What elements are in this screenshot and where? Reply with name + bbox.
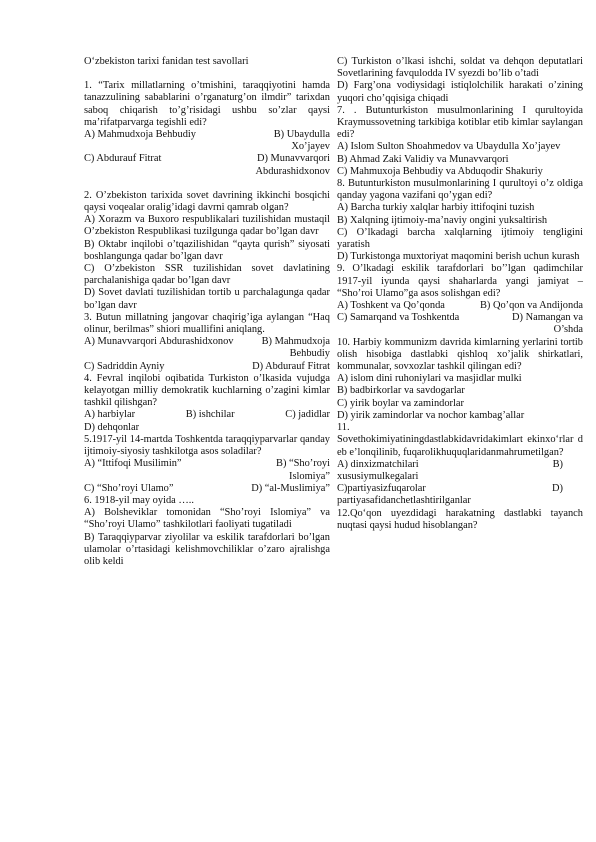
answer-option: A) “Ittifoqi Musilimin” [84,458,182,470]
answer-option: B) [552,458,563,470]
answer-option: C) yirik boylar va zamindorlar [337,397,464,409]
answer-option: A) Munavvarqori Abdurashidxonov [84,336,234,348]
answer-row [84,336,330,360]
question-10: 10. Harbiy kommunizm davrida kimlarning yerlarini tortib olish hisobiga dastlabki qishloq xo’jalik shirkatlari, kommunalar, sovxozlar tashkil qilingan edi? [337,336,583,373]
answer-option: B) Oktabr inqilobi o’tqazilishidan “qayta qurish” siyosati boshlangunga qadar bo’lgan davr [84,238,330,262]
answer-option: D) Namangan va O’shda [512,312,583,336]
answer-row [337,312,583,336]
answer-option: D) Turkistonga muxtoriyat maqomini berish uchun kurash [337,251,580,263]
answer-option: A) Xorazm va Buxoro respublikalari tuzilishidan mustaqil O’zbekiston Respublikasi tuzilgunga qadar bo’lgan davr [84,214,330,238]
question-7: 7. . Butunturkiston musulmonlarining I qurultoyida Kraymussovetning tarkibiga kotiblar etib kimlar saylangan edi? [337,104,583,141]
answer-row [84,361,330,373]
answer-option: B) “Sho’royi Islomiya” [276,458,330,482]
answer-row [337,459,583,471]
answer-option: B) Qo’qon va Andijonda [479,300,583,312]
answer-row [84,153,330,177]
answer-option: partiyasafidanchetlashtirilganlar [337,495,471,507]
question-2: 2. O’zbekiston tarixida sovet davrining ikkinchi bosqichi qaysi voqealar oralig’idagi davrni qamrab olgan? [84,189,330,214]
answer-option: A) Islom Sulton Shoahmedov va Ubaydulla Xo’jayev [337,141,561,153]
question-12: 12.Qo‘qon uyezdidagi harakatning dastlabki tayanch nuqtasi qaysi hudud hisoblangan? [337,507,583,531]
document-title: O‘zbekiston tarixi fanidan test savollari [84,56,249,67]
answer-option: B) Xalqning ijtimoiy-ma’naviy ongini yuksaltirish [337,214,548,226]
answer-option: D) [552,483,563,495]
answer-option: A) islom dini ruhoniylari va masjidlar mulki [337,373,522,385]
answer-option: D) Munavvarqori Abdurashidxonov [255,153,330,177]
question-4: 4. Fevral inqilobi oqibatida Turkiston o’lkasida vujudga kelayotgan milliy demokratik kuchlarning o’zagini kimlar tashkil qilishgan? [84,372,330,409]
answer-option: A) dinxizmatchilari [337,458,419,470]
answer-option: A) Bolsheviklar tomonidan “Sho’royi Islomiya” va “Sho’royi Ulamo” tashkilotlari faoliyati tugatiladi [84,507,330,531]
answer-option: C) Sadriddin Ayniy [84,360,165,372]
answer-option: C)partiyasizfuqarolar [337,483,426,495]
answer-row [84,129,330,153]
question-5: 5.1917-yil 14-martda Toshkentda taraqqiyparvarlar qanday ijtimoiy-siyosiy tashkilotga asos soladilar? [84,433,330,458]
question-9: 9. O’lkadagi eskilik tarafdorlari bo’’lgan qadimchilar 1917-yil iyunda qaysi shaharlarda yangi jamiyat – “Sho’roi Ulamo”ga asos solishgan edi? [337,263,583,299]
answer-option: B) Ubaydulla Xo’jayev [273,129,330,153]
question-6: 6. 1918-yil may oyida ….. [84,494,194,506]
answer-option: C) Mahmuxoja Behbudiy va Abduqodir Shakuriy [337,165,543,177]
answer-row [337,483,583,495]
answer-option: C) O’zbekiston SSR tuzilishidan sovet davlatining parchalanishiga qadar bo’lgan davr [84,263,330,287]
answer-option: A) harbiylar [84,409,136,421]
question-8: 8. Butunturkiston musulmonlarining I qurultoyi o’z oldiga qanday yagona vazifani qo’ygan edi? [337,178,583,202]
answer-row [84,483,330,495]
answer-option: C) Abdurauf Fitrat [84,153,162,165]
answer-row [337,300,583,312]
answer-option: C) Turkiston o’lkasi ishchi, soldat va dehqon deputatlari Sovetlarining favqulodda IV syezdi bo’lib o’tadi [337,56,583,80]
question-1: 1. “Tarix millatlarning o’tmishini, taraqqiyotini hamda tanazzulining sabablarini o’rganaturg’on ilmdir” tarixdan saboq chiqarish to’g’risidagi ushbu so’zlar qaysi ma’rifatparvarga tegishli edi? [84,80,330,128]
right-column [337,56,583,532]
answer-row [84,458,330,482]
answer-option: B) Taraqqiyparvar ziyolilar va eskilik tarafdorlari bo’lgan ulamolar o’rtasidagi kelishmovchiliklar o’zaro ajralishga olib keldi [84,531,330,567]
question-3: 3. Butun millatning jangovar chaqirig’iga aylangan “Haq olinur, berilmas” shiori muallifini aniqlang. [84,311,330,336]
answer-option: B) Mahmudxoja Behbudiy [261,336,330,360]
answer-option: C) O’lkadagi barcha xalqlarning ijtimoiy tengligini yaratish [337,226,583,251]
left-column [84,56,330,568]
answer-option: C) Samarqand va Toshkentda [337,312,460,324]
answer-row [84,409,330,421]
question-11-number: 11. [337,422,350,434]
answer-option: D) Sovet davlati tuzilishidan tortib u parchalagunga qadar bo’lgan davr [84,287,330,311]
answer-option: B) ishchilar [185,409,235,421]
answer-option: xususiymulkegalari [337,470,419,482]
answer-option: D) dehqonlar [84,421,140,433]
answer-option: D) Abdurauf Fitrat [252,360,330,372]
answer-option: C) “Sho’royi Ulamo” [84,482,174,494]
answer-option: D) yirik zamindorlar va nochor kambag’allar [337,409,525,421]
answer-option: D) “al-Muslimiya” [251,482,330,494]
answer-option: A) Barcha turkiy xalqlar harbiy ittifoqini tuzish [337,202,535,214]
question-11: Sovethokimiyatiningdastlabkidavridakimlart ekinxo‘rlar deb e’lonqilinib, fuqarolikhuquqlaridanmahrumetilgan? [337,434,583,458]
answer-option: B) badbirkorlar va savdogarlar [337,385,465,397]
answer-option: A) Mahmudxoja Behbudiy [84,129,196,141]
answer-option: D) Farg’ona vodiysidagi istiqlolchilik harakati o’zining yuqori cho’qqisiga chiqadi [337,80,583,104]
answer-option: A) Toshkent va Qo’qonda [337,300,445,312]
answer-option: B) Ahmad Zaki Validiy va Munavvarqori [337,153,509,165]
answer-option: C) jadidlar [285,409,330,421]
